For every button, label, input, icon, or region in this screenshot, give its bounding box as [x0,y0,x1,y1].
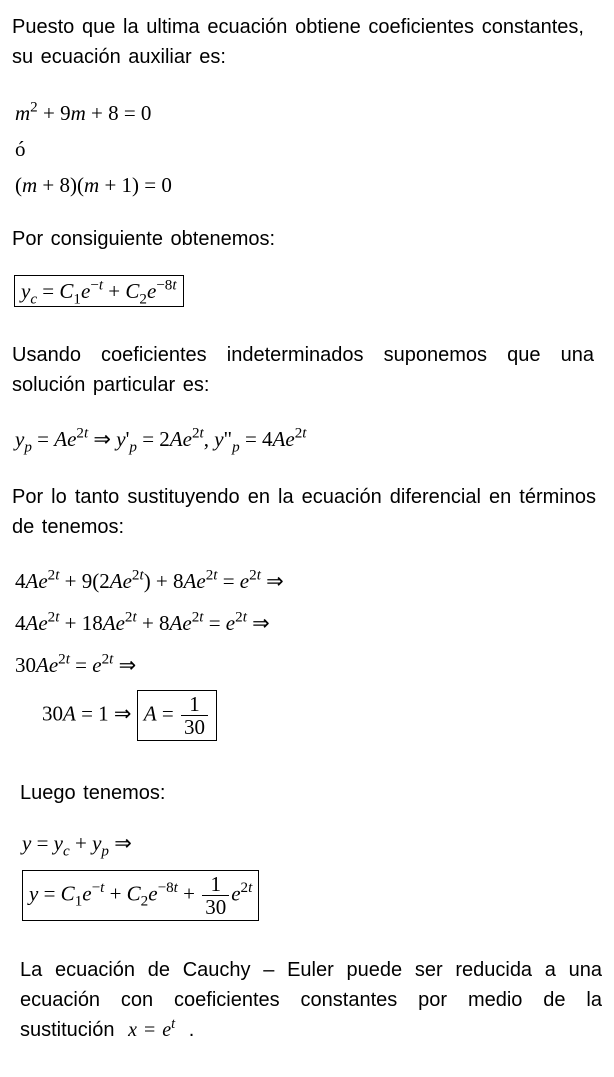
paragraph-consiguiente: Por consiguiente obtenemos: [12,228,276,250]
equation-homogeneous-solution: $y_c = C_1e^{-t} + C_2e^{-8t}$ [14,275,184,307]
paragraph-sustituyendo: Por lo tanto sustituyendo en la ecuación diferencial en términos de tenemos: [12,486,596,538]
equation-substitution-2: $4Ae^{2t} + 18Ae^{2t} + 8Ae^{2t} = e^{2t}$ ⇒ [15,609,270,635]
paragraph-coeficientes-indeterminados: Usando coeficientes indeterminados suponemos que una solución particular es: [12,344,594,396]
paragraph-cauchy-euler-text: La ecuación de Cauchy – Euler puede ser reducida a una ecuación con coeficientes constantes por medio de la sustitución [20,959,602,1041]
paragraph-intro: Puesto que la ultima ecuación obtiene coeficientes constantes, su ecuación auxiliar es: [12,16,584,68]
equation-factored: (m + 8)(m + 1) = 0 [15,173,172,197]
equation-general-sum: $y = y_c + y_p$ ⇒ [22,831,132,860]
equation-substitution-3: $30Ae^{2t} = e^{2t}$ ⇒ [15,651,137,677]
equation-particular-solution: $y_p = Ae^{2t}$ ⇒ $y'_p = 2Ae^{2t}$, $y"_p = 4Ae^{2t}$ [15,425,307,456]
equation-inline-substitution: $x = e^t$ [128,1016,176,1041]
paragraph-luego: Luego tenemos: [20,782,166,804]
equation-substitution-1: $4Ae^{2t} + 9(2Ae^{2t}) + 8Ae^{2t} = e^{2t}$ ⇒ [15,567,284,593]
paragraph-cauchy-euler [20,955,602,1045]
equation-or: ó [15,137,26,161]
paragraph-cauchy-euler-end: . [188,1019,195,1041]
equation-auxiliary: $m^2 + 9m + 8 = 0$ [15,99,152,125]
equation-solve-A: 30A = 1 ⇒ A = $\frac{1}{30}$ [42,690,217,741]
equation-general-solution: $y = C_1e^{-t} + C_2e^{-8t}$ + $\frac{1}{30}$ $e^{2t}$ [22,870,259,921]
